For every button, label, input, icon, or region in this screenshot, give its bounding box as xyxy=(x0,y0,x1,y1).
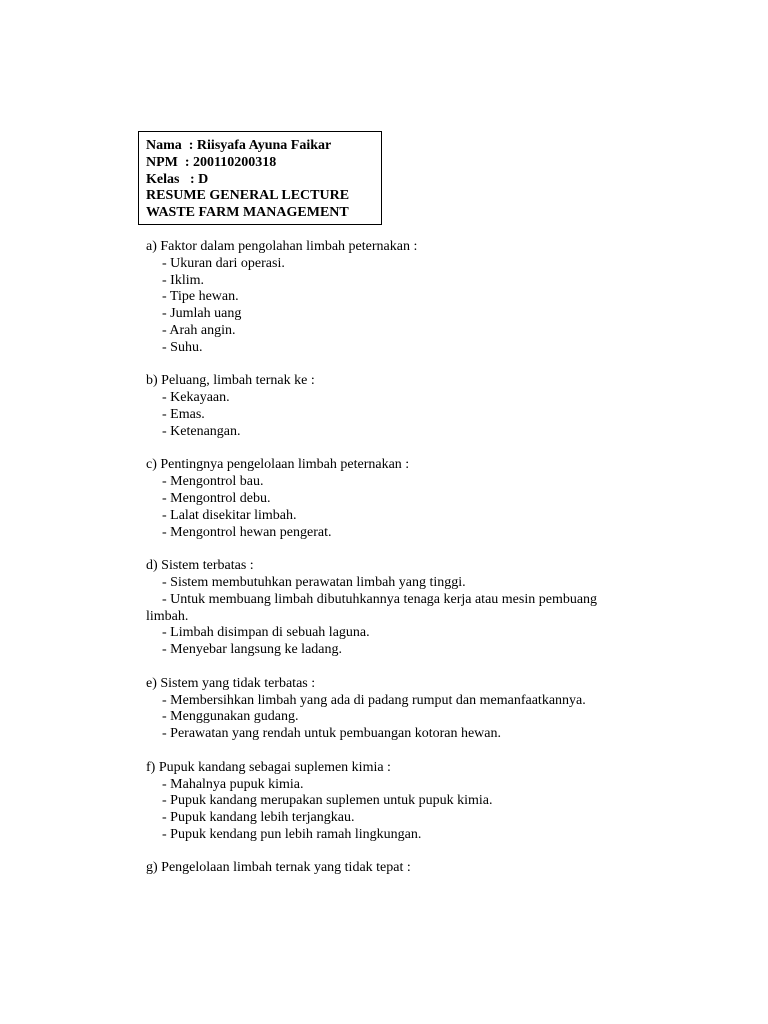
student-class: Kelas : D xyxy=(146,171,209,187)
section-title: g) Pengelolaan limbah ternak yang tidak tepat : xyxy=(146,860,411,876)
list-item: - Lalat disekitar limbah. xyxy=(162,507,297,523)
section-title: e) Sistem yang tidak terbatas : xyxy=(146,675,316,691)
list-item: - Mengontrol hewan pengerat. xyxy=(162,524,332,540)
list-item: - Sistem membutuhkan perawatan limbah yang tinggi. xyxy=(162,574,466,590)
student-npm: NPM : 200110200318 xyxy=(146,154,277,170)
section-title: b) Peluang, limbah ternak ke : xyxy=(146,373,315,389)
section-f xyxy=(146,760,686,844)
section-a xyxy=(146,239,686,357)
section-title: d) Sistem terbatas : xyxy=(146,558,254,574)
section-title: f) Pupuk kandang sebagai suplemen kimia : xyxy=(146,759,391,775)
section-title: c) Pentingnya pengelolaan limbah peternakan : xyxy=(146,457,410,473)
document-title-line1: RESUME GENERAL LECTURE xyxy=(146,188,350,204)
list-item: - Membersihkan limbah yang ada di padang rumput dan memanfaatkannya. xyxy=(162,692,586,708)
list-item: - Ukuran dari operasi. xyxy=(162,255,285,271)
list-item: - Mengontrol debu. xyxy=(162,490,271,506)
list-item: - Untuk membuang limbah dibutuhkannya tenaga kerja atau mesin pembuang xyxy=(162,591,598,607)
list-item: - Jumlah uang xyxy=(162,306,242,322)
document-body xyxy=(146,239,686,894)
list-item: - Menggunakan gudang. xyxy=(162,709,299,725)
section-c xyxy=(146,457,686,541)
list-item: - Limbah disimpan di sebuah laguna. xyxy=(162,625,370,641)
list-item: - Arah angin. xyxy=(162,322,236,338)
list-item: - Pupuk kendang pun lebih ramah lingkungan. xyxy=(162,826,422,842)
list-item: - Perawatan yang rendah untuk pembuangan kotoran hewan. xyxy=(162,726,501,742)
list-item: - Emas. xyxy=(162,406,205,422)
student-info-box xyxy=(138,131,382,225)
list-item: - Tipe hewan. xyxy=(162,289,239,305)
section-g xyxy=(146,860,686,877)
section-e xyxy=(146,676,686,743)
list-item: - Pupuk kandang lebih terjangkau. xyxy=(162,810,355,826)
section-title: a) Faktor dalam pengolahan limbah peternakan : xyxy=(146,239,418,254)
list-item: - Menyebar langsung ke ladang. xyxy=(162,642,342,658)
list-item: - Pupuk kandang merupakan suplemen untuk pupuk kimia. xyxy=(162,793,493,809)
list-item-continuation: limbah. xyxy=(146,608,189,624)
list-item: - Ketenangan. xyxy=(162,423,241,439)
list-item: - Suhu. xyxy=(162,339,203,355)
document-title-line2: WASTE FARM MANAGEMENT xyxy=(146,205,349,221)
list-item: - Mahalnya pupuk kimia. xyxy=(162,776,304,792)
section-d xyxy=(146,558,686,659)
list-item: - Iklim. xyxy=(162,272,204,288)
list-item: - Mengontrol bau. xyxy=(162,474,264,490)
list-item: - Kekayaan. xyxy=(162,390,230,406)
student-name: Nama : Riisyafa Ayuna Faikar xyxy=(146,138,332,153)
section-b xyxy=(146,373,686,440)
